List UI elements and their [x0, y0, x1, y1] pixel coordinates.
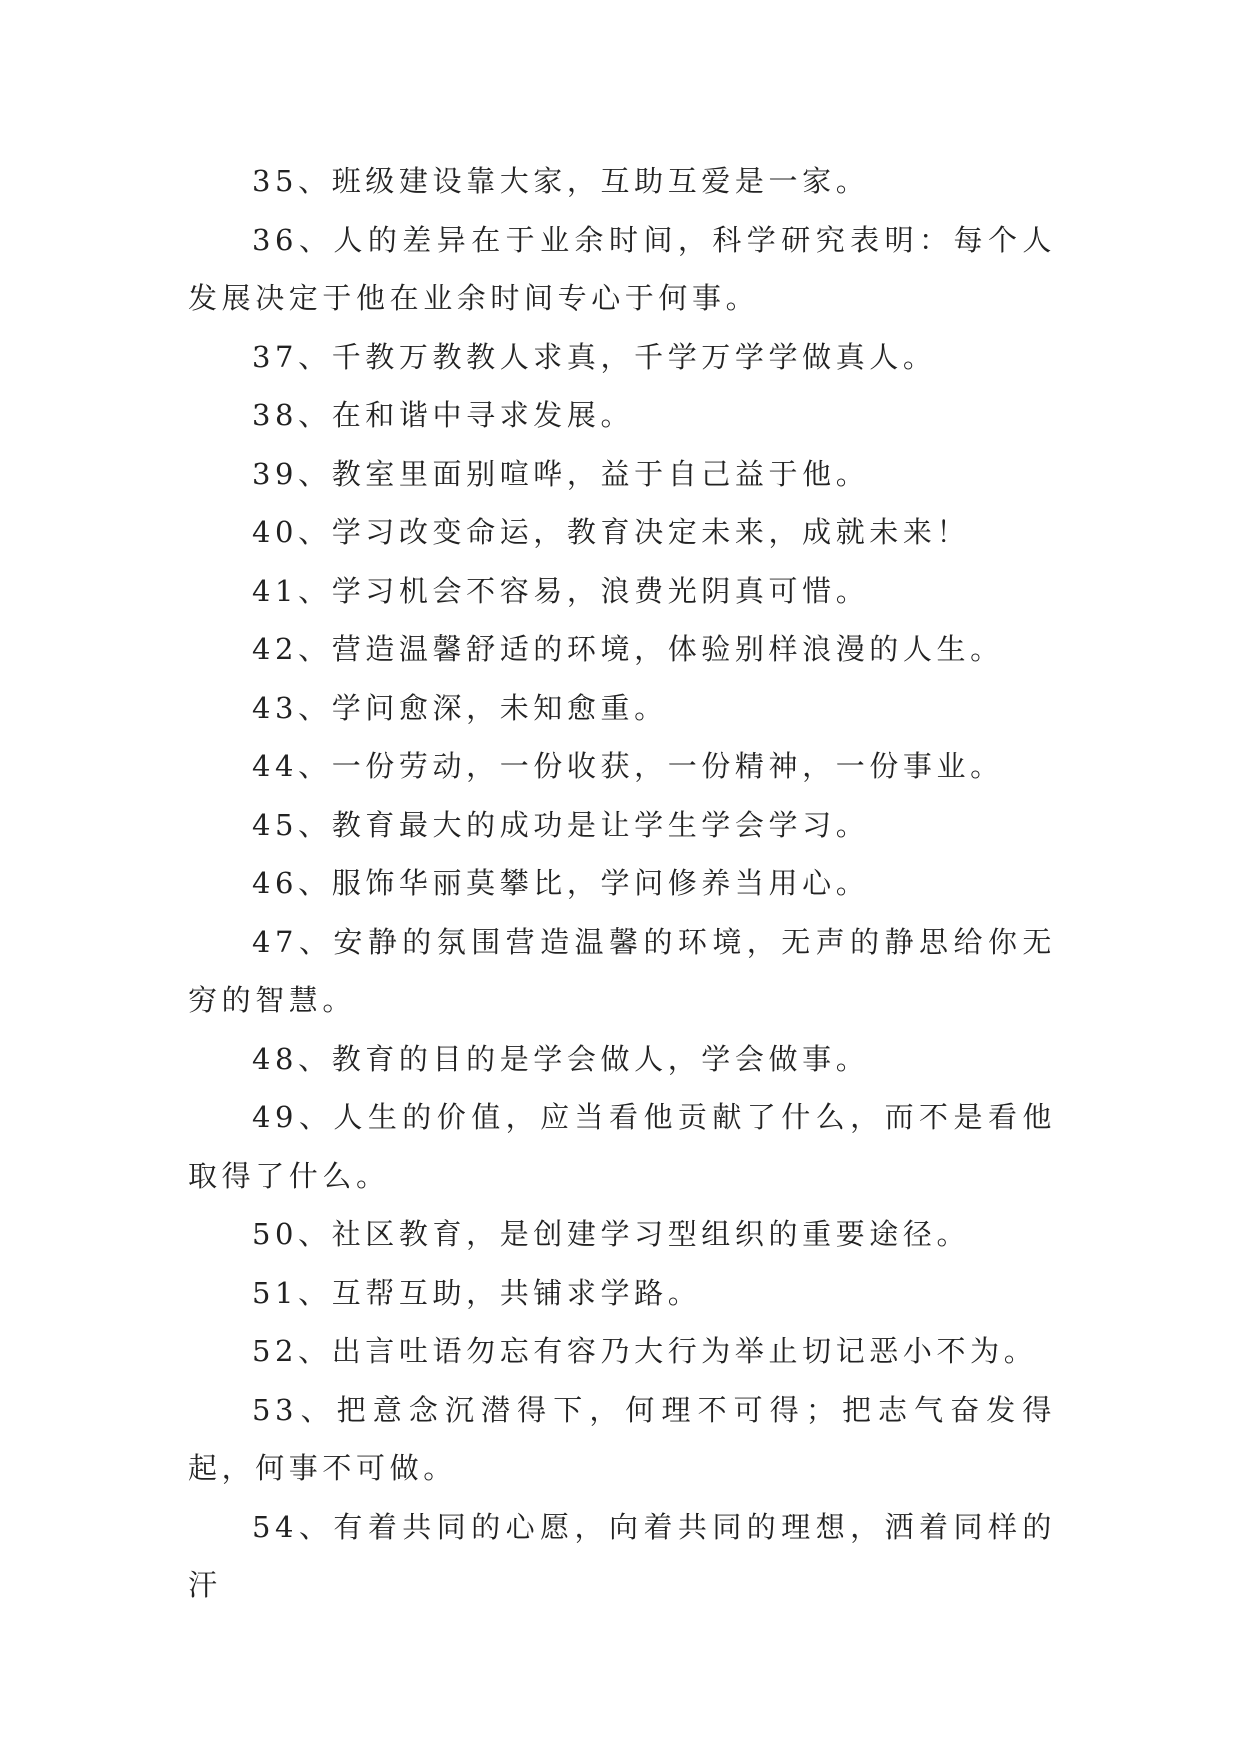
paragraph-45: 45、教育最大的成功是让学生学会学习。	[252, 807, 870, 842]
paragraph-35: 35、班级建设靠大家，互助互爱是一家。	[252, 164, 870, 198]
paragraph-49: 49、人生的价值，应当看他贡献了什么，而不是看他取得了什么。	[188, 1100, 1056, 1193]
paragraph-44: 44、一份劳动，一份收获，一份精神，一份事业。	[252, 749, 1004, 783]
paragraph-41: 41、学习机会不容易，浪费光阴真可惜。	[252, 573, 870, 608]
document-body	[188, 152, 1056, 1615]
paragraph-42: 42、营造温馨舒适的环境，体验别样浪漫的人生。	[252, 632, 1004, 666]
paragraph-50: 50、社区教育，是创建学习型组织的重要途径。	[252, 1217, 971, 1251]
paragraph-53: 53、把意念沉潜得下，何理不可得；把志气奋发得起，何事不可做。	[188, 1392, 1056, 1485]
paragraph-39: 39、教室里面别喧哗，益于自己益于他。	[252, 456, 870, 491]
paragraph-36: 36、人的差异在于业余时间，科学研究表明：每个人发展决定于他在业余时间专心于何事。	[188, 222, 1056, 315]
paragraph-43: 43、学问愈深，未知愈重。	[252, 690, 668, 725]
paragraph-46: 46、服饰华丽莫攀比，学问修养当用心。	[252, 866, 870, 900]
paragraph-37: 37、千教万教教人求真，千学万学学做真人。	[252, 339, 937, 374]
paragraph-54: 54、有着共同的心愿，向着共同的理想，洒着同样的汗	[188, 1509, 1056, 1602]
paragraph-51: 51、互帮互助，共铺求学路。	[252, 1275, 702, 1310]
paragraph-38: 38、在和谐中寻求发展。	[252, 398, 635, 432]
paragraph-40: 40、学习改变命运，教育决定未来，成就未来！	[252, 515, 971, 549]
paragraph-48: 48、教育的目的是学会做人，学会做事。	[252, 1041, 870, 1076]
paragraph-47: 47、安静的氛围营造温馨的环境，无声的静思给你无穷的智慧。	[188, 924, 1056, 1017]
paragraph-52: 52、出言吐语勿忘有容乃大行为举止切记恶小不为。	[252, 1334, 1038, 1368]
